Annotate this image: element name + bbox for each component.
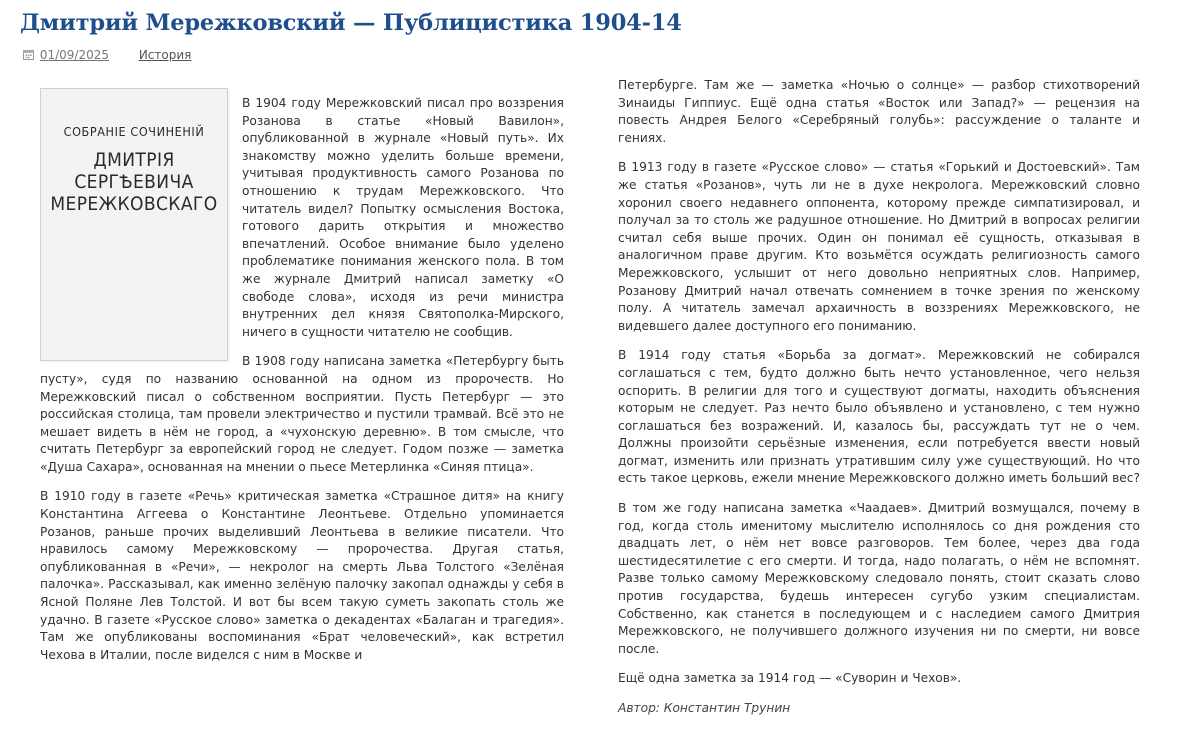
paragraph-suvorin: Ещё одна заметка за 1914 год — «Суворин и Чехов». bbox=[618, 671, 962, 686]
paragraph-1910-part1: В 1910 году в газете «Речь» критическая заметка «Страшное дитя» на книгу Константина Аггеева о Константине Леонтьеве. Отдельно упоминается Розанов, раньше прочих выделивший Леонтьева в великие писатели. Что нравилось самому Мережковскому — пророчества. Другая статья, опубликованная в «Речи», — некролог на смерть Льва Толстого «Зелёная палочка». Рассказывал, как именно зелёную палочку закопал однажды у себя в Ясной Поляне Лев Толстой. И вот бы всем такую суметь закопать столь же удачно. В газете «Русское слово» заметка о декадентах «Балаган и трагедия». Там же опубликованы воспоминания «Брат человеческий», как встретил Чехова в Италии, после виделся с ним в Москве и bbox=[40, 489, 564, 662]
paragraph-chaadaev: В том же году написана заметка «Чаадаев». Дмитрий возмущался, почему в год, когда столь именитому мыслителю исполнялось со дня рождения сто двадцать лет, о нём нет вовсе разговоров. Тем более, через два года шестидесятилетие с его смерти. И тогда, надо полагать, о нём не вспомнят. Разве только самому Мережковскому следовало понять, стоит сказать слово против государства, будешь интересен сугубо узким специалистам. Собственно, как станется в последующем и с наследием самого Дмитрия Мережковского, не получившего должного изучения ни по смерти, ни вовсе после. bbox=[618, 501, 1140, 656]
paragraph-1910-part2: Петербурге. Там же — заметка «Ночью о солнце» — разбор стихотворений Зинаиды Гиппиус. Ещё одна статья «Восток или Запад?» — рецензия на повесть Андрея Белого «Серебряный голубь»: рассуждение о таланте и гениях. bbox=[618, 78, 1140, 145]
cover-line-1: СОБРАНІЕ СОЧИНЕНІЙ bbox=[63, 124, 205, 139]
article-meta bbox=[23, 48, 191, 62]
article-author: Автор: Константин Трунин bbox=[618, 701, 791, 715]
article-column-left bbox=[40, 95, 564, 676]
paragraph-1914: В 1914 году статья «Борьба за догмат». Мережковский не собирался соглашаться с тем, будто должно быть нечто установленное, чего нельзя оспорить. В религии для того и существуют догматы, находить объяснения которым не следует. Раз нечто было объявлено и установлено, с тем нужно соглашаться без возражений. И, казалось бы, рассуждать тут не о чем. Должны произойти серьёзные изменения, если потребуется ввести новый догмат, изменить или признать утратившим силу уже существующий. Но что есть такое церковь, ежели мнение Мережковского должно иметь больший вес? bbox=[618, 348, 1140, 486]
cover-line-3: МЕРЕЖКОВСКАГО bbox=[50, 192, 218, 215]
article-title: Дмитрий Мережковский — Публицистика 1904-14 bbox=[20, 10, 682, 36]
book-cover-image bbox=[40, 88, 228, 361]
calendar-icon bbox=[23, 49, 34, 60]
article-column-right bbox=[618, 77, 1140, 730]
date-link[interactable]: 01/09/2025 bbox=[39, 48, 109, 62]
paragraph-1904: В 1904 году Мережковский писал про воззрения Розанова в статье «Новый Вавилон», опубликованной в журнале «Новый путь». Их знакомству можно уделить больше времени, учитывая продуктивность самого Розанова по отношению к трудам Мережковского. Что читатель видел? Попытку осмысления Востока, готового дарить открытия и множество впечатлений. Особое внимание было уделено проблематике понимания женского пола. В том же журнале Дмитрий написал заметку «О свободе слова», исходя из речи министра внутренних дел князя Святополка-Мирского, ничего в сущности читателю не сообщив. bbox=[242, 96, 564, 339]
paragraph-1908: В 1908 году написана заметка «Петербургу быть пусту», судя по названию основанной на одном из пророчеств. Но Мережковский писал о собственном восприятии. Пусть Петербург — это российская столица, там провели электричество и пустили трамвай. Всё это не мешает видеть в нём не город, а «чухонскую деревню». В том смысле, что считать Петербург за европейский город не следует. Годом позже — заметка «Душа Сахара», основанная на мнении о пьесе Метерлинка «Синяя птица». bbox=[40, 354, 564, 474]
paragraph-1913: В 1913 году в газете «Русское слово» — статья «Горький и Достоевский». Там же статья «Розанов», чуть ли не в духе некролога. Мережковский словно хоронил своего недавнего оппонента, которому прежде симпатизировал, и получал за то столь же радушное отношение. Но Дмитрий в вопросах религии считал себя выше прочих. Один он понимал её сущность, отказывая в аналогичном праве другим. Кто возьмётся осуждать религиозность самого Мережковского, услышит от него довольно неприятных слов. Например, Розанову Дмитрий начал отвечать сомнением в точке зрения по женскому полу. А читатель замечал архаичность в воззрениях Мережковского, не видевшего далее доступного его пониманию. bbox=[618, 160, 1140, 333]
category-link[interactable]: История bbox=[138, 48, 192, 62]
cover-line-2: ДМИТРІЯ СЕРГѢЕВИЧА bbox=[74, 148, 194, 193]
